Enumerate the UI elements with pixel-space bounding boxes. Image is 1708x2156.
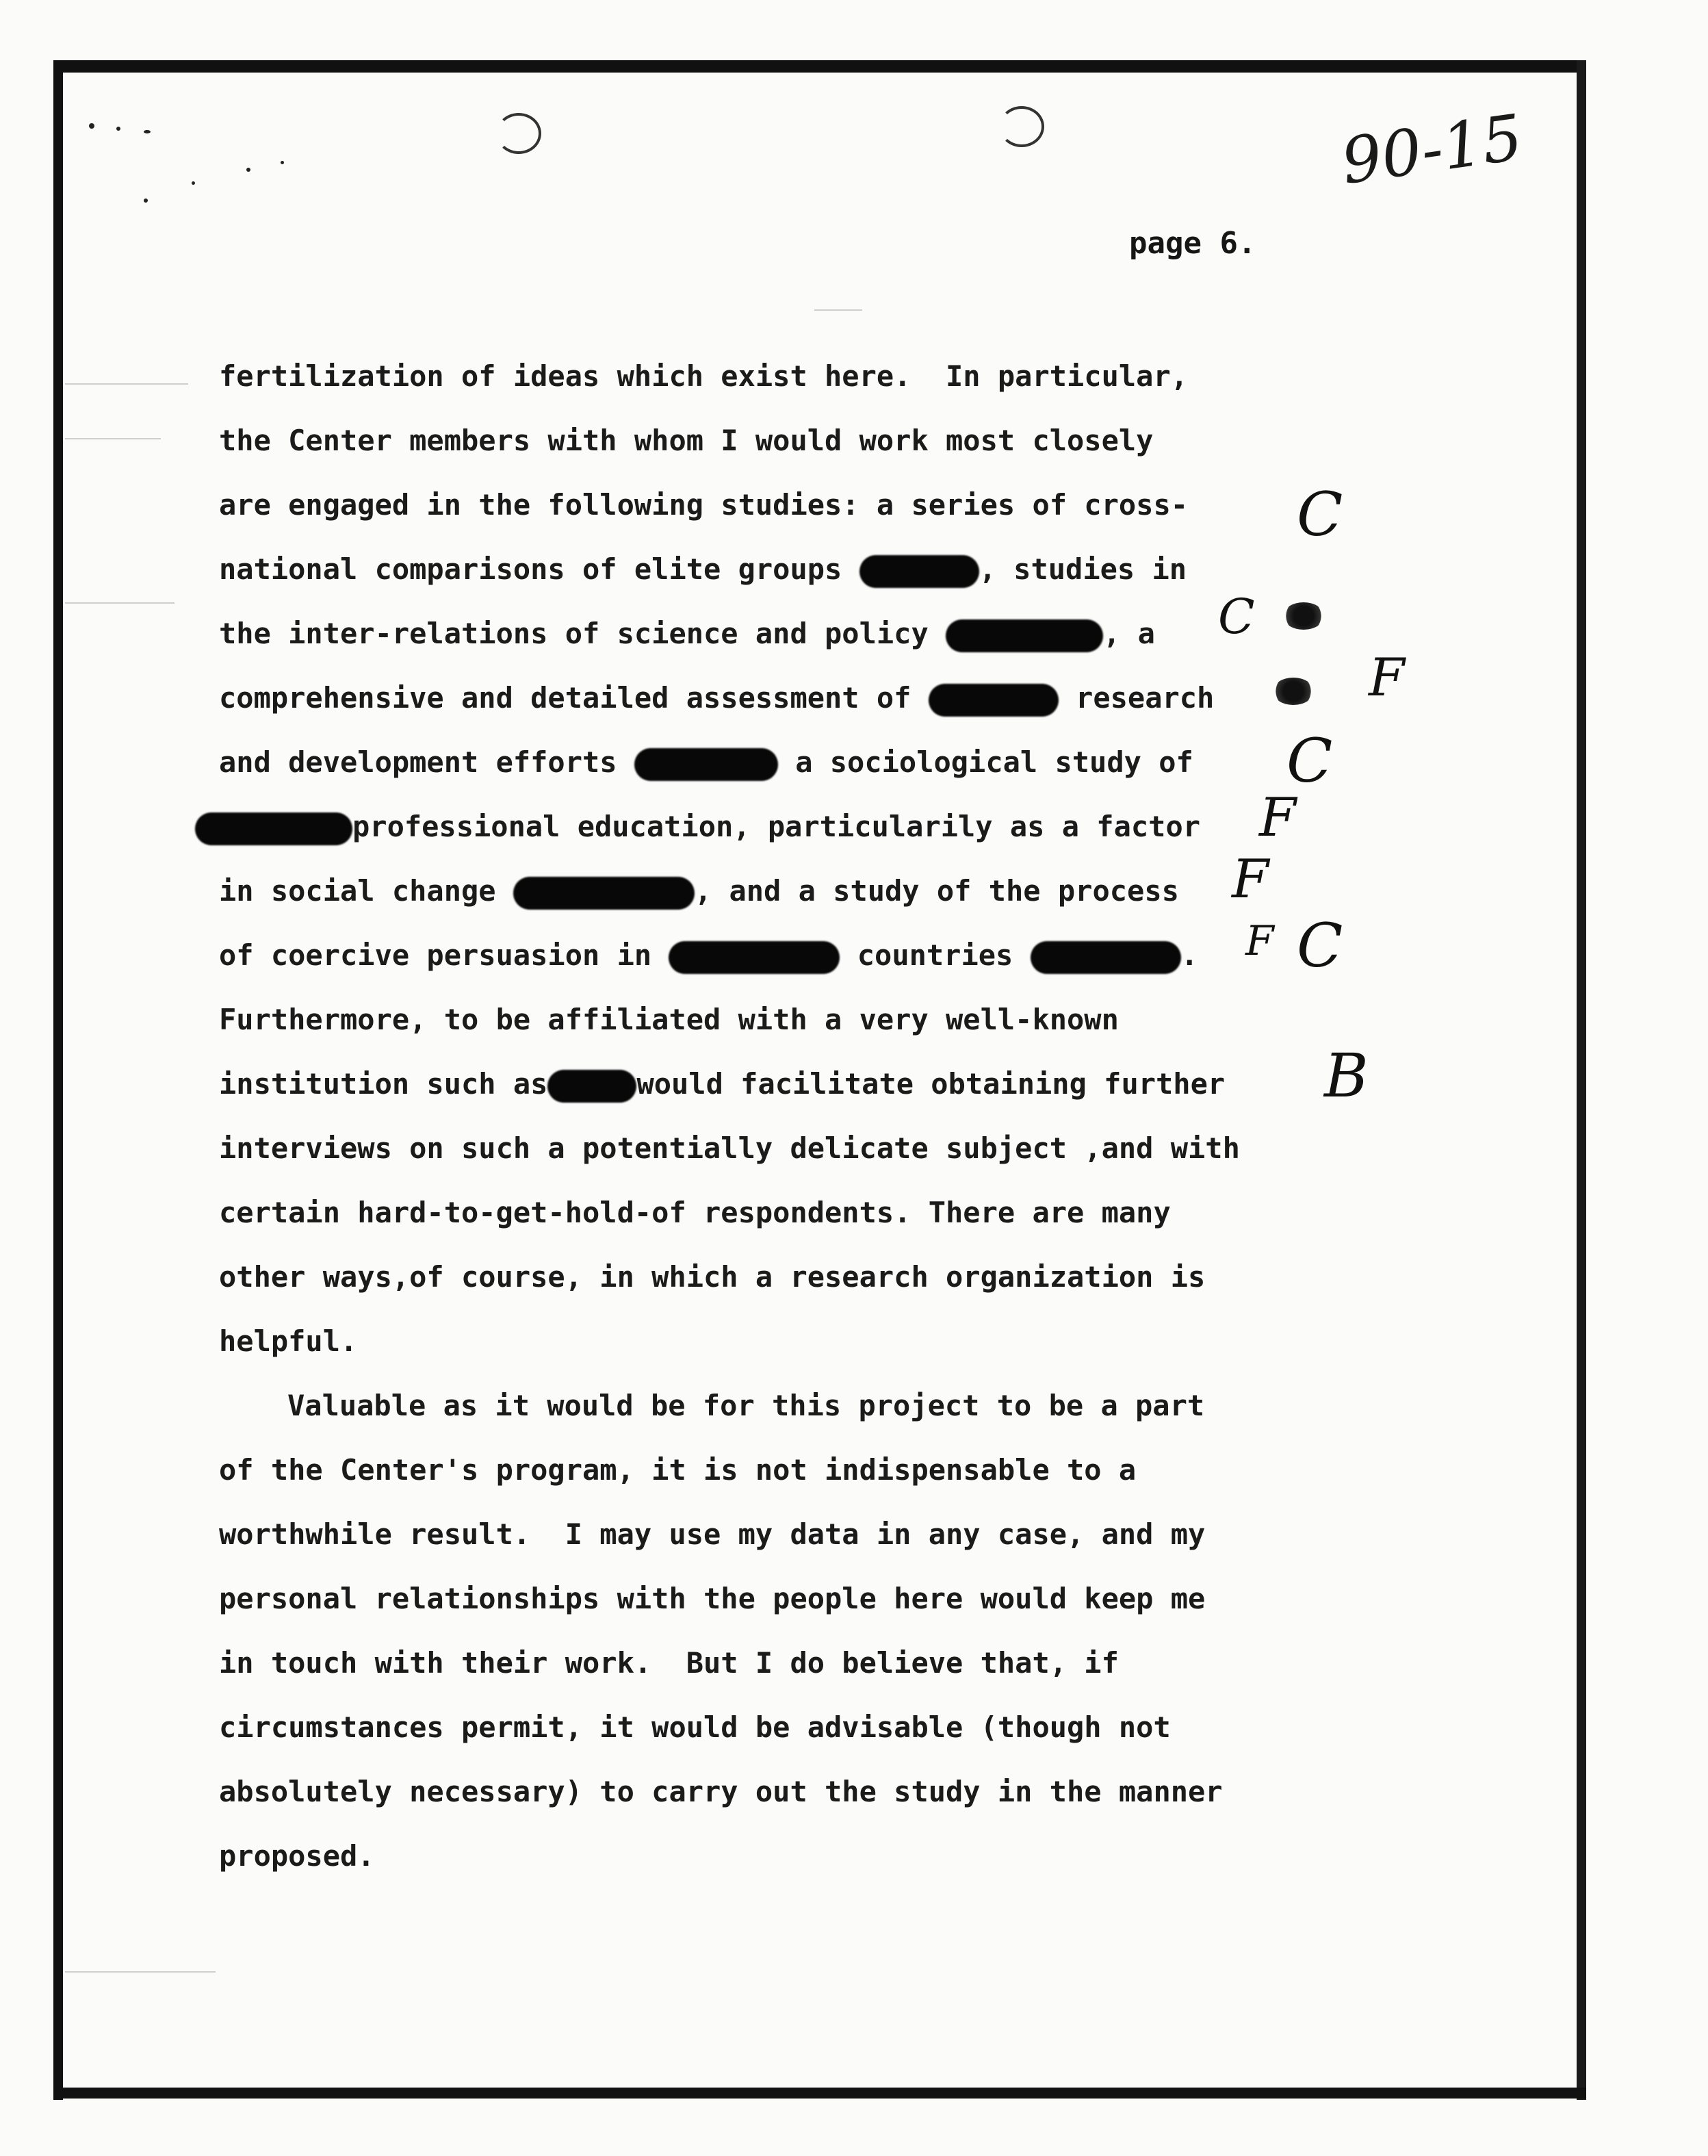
text-line: certain hard-to-get-hold-of respondents. There are many [219,1196,1171,1229]
redaction-bar [513,877,695,910]
scan-edge-right [1577,60,1586,2100]
scan-edge-bottom [53,2088,1586,2099]
scan-edge-left [53,60,63,2100]
text-line: of the Center's program, it is not indispensable to a [219,1453,1137,1487]
text-segment: and development efforts [219,745,617,779]
punch-hole-left [496,113,541,154]
text-line [219,1067,1225,1103]
text-segment: , and a study of the process [694,874,1179,908]
text-segment: , studies in [979,552,1187,586]
text-line: worthwhile result. I may use my data in any case, and my [219,1517,1206,1551]
text-line [219,681,1214,717]
handwritten-doc-number: 90-15 [1336,101,1527,198]
margin-mark: C [1218,589,1255,645]
text-line [219,617,1155,652]
redaction-bar [929,684,1059,717]
speck [144,198,148,203]
speck [116,127,120,131]
text-line [219,745,1193,781]
text-line: helpful. [219,1324,358,1358]
text-segment: in social change [219,874,496,908]
margin-mark: C [1286,726,1333,796]
text-line: are engaged in the following studies: a series of cross- [219,488,1189,522]
redaction-bar [195,812,352,845]
text-line: circumstances permit, it would be advisable (though not [219,1710,1171,1744]
text-line: the Center members with whom I would work most closely [219,424,1154,457]
text-line: Valuable as it would be for this project to be a part [287,1389,1205,1422]
margin-mark: F [1232,849,1269,910]
redaction-bar [634,748,778,781]
text-line: absolutely necessary) to carry out the study in the manner [219,1775,1223,1808]
text-segment: comprehensive and detailed assessment of [219,681,911,715]
text-line [219,874,1179,910]
text-segment: the inter-relations of science and policy [219,617,929,650]
text-segment: institution such as [219,1067,548,1101]
text-segment: countries [857,938,1013,972]
redaction-bar [547,1070,636,1103]
text-segment: . [1180,938,1198,972]
redaction-bar [1031,941,1181,974]
text-line [219,552,1187,588]
text-segment: would facilitate obtaining further [636,1067,1226,1101]
scan-edge-top [53,60,1586,73]
text-segment: professional education, particularily as a factor [352,810,1201,843]
margin-mark: C [1297,910,1343,981]
text-line: interviews on such a potentially delicate subject ,and with [219,1131,1240,1165]
margin-mark: B [1324,1040,1369,1111]
margin-mark: F [1369,647,1405,708]
text-line: Furthermore, to be affiliated with a very well-known [219,1003,1119,1036]
redaction-bar [859,555,979,588]
text-line: in touch with their work. But I do believe that, if [219,1646,1119,1680]
scribble-mark [1273,678,1314,705]
scribble-mark [1283,602,1324,630]
redaction-bar [669,941,840,974]
punch-hole-right [999,106,1044,147]
text-segment: a sociological study of [795,745,1193,779]
text-segment: national comparisons of elite groups [219,552,842,586]
speck [89,123,94,129]
redaction-bar [946,619,1103,652]
bleed-through-line [65,383,188,385]
text-line [195,810,1200,845]
text-line: proposed. [219,1839,375,1873]
text-line: other ways,of course, in which a research organization is [219,1260,1206,1294]
text-segment: , a [1103,617,1155,650]
text-line [219,938,1198,974]
text-line: personal relationships with the people here would keep me [219,1582,1206,1615]
text-segment: of coercive persuasion in [219,938,652,972]
margin-mark: C [1297,479,1343,550]
text-segment: research [1076,681,1215,715]
margin-mark: F [1259,787,1297,849]
smudge-line [814,309,862,311]
speck [144,130,151,133]
bleed-through-line [65,602,174,604]
page-number: page 6. [1129,226,1256,261]
speck [192,181,195,185]
margin-mark: F [1245,917,1274,965]
speck [246,168,250,172]
bleed-through-line [65,438,161,439]
text-line: fertilization of ideas which exist here. In particular, [219,359,1189,393]
bleed-through-line [65,1971,216,1973]
speck [281,161,284,164]
